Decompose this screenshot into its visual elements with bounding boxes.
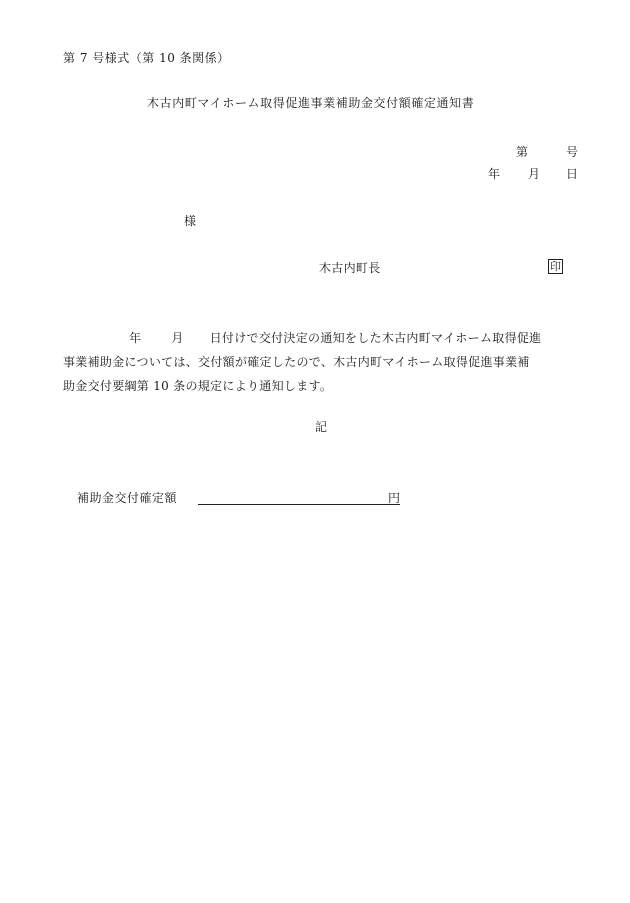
amount-field[interactable] xyxy=(198,490,400,505)
amount-label: 補助金交付確定額 xyxy=(77,491,178,505)
body-line-1-text: 日付けで交付決定の通知をした木古内町マイホーム取得促進 xyxy=(209,331,542,345)
date-day: 日 xyxy=(565,167,578,181)
body-line-1 xyxy=(63,326,581,350)
body-line-2: 事業補助金については、交付額が確定したので、木古内町マイホーム取得促進事業補 xyxy=(63,355,530,369)
body-line-3: 助金交付要綱第 10 条の規定により通知します。 xyxy=(63,379,333,393)
date-year: 年 xyxy=(487,167,500,181)
seal-stamp: 印 xyxy=(550,260,561,273)
document-date-row xyxy=(488,168,578,180)
document-number-suffix: 号 xyxy=(565,145,578,159)
body-year: 年 xyxy=(129,331,142,345)
body-paragraph xyxy=(63,326,581,398)
document-number-prefix: 第 xyxy=(515,145,528,159)
issuer-title: 木古内町長 xyxy=(319,261,381,275)
body-month: 月 xyxy=(171,331,184,345)
ki-heading: 記 xyxy=(315,420,328,434)
form-number: 第 7 号様式（第 10 条関係） xyxy=(63,51,230,65)
recipient-honorific: 様 xyxy=(184,214,197,228)
date-month: 月 xyxy=(527,167,540,181)
amount-unit: 円 xyxy=(387,491,400,505)
document-number-row xyxy=(516,146,578,158)
document-title: 木古内町マイホーム取得促進事業補助金交付額確定通知書 xyxy=(147,96,475,110)
